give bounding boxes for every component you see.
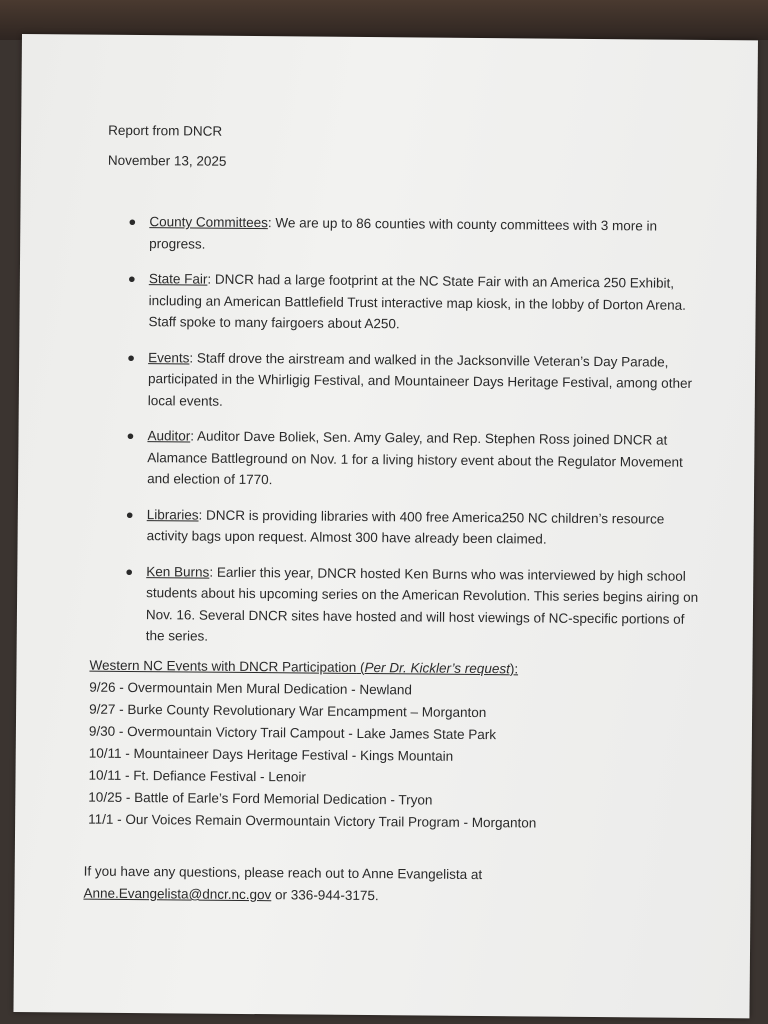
- item-heading: Events: [148, 349, 190, 365]
- list-item: [125, 561, 707, 652]
- item-heading: State Fair: [148, 271, 208, 287]
- item-text: : DNCR is providing libraries with 400 free America250 NC children’s resource activity bags upon request. Almost 300 have already been claimed.: [146, 507, 665, 547]
- item-text: : Auditor Dave Boliek, Sen. Amy Galey, and Rep. Stephen Ross joined DNCR at Alamance Battleground on Nov. 1 for a living history event about the Regulator Movement and election of 1770.: [147, 428, 683, 488]
- item-heading: County Committees: [149, 214, 268, 231]
- item-text: : Staff drove the airstream and walked in the Jacksonville Veteran’s Day Parade, participated in the Whirligig Festival, and Mountaineer Days Heritage Festival, among other local events.: [147, 349, 693, 409]
- events-heading-text: Western NC Events with DNCR Participation: [89, 657, 357, 675]
- list-item: [127, 268, 709, 337]
- contact-line: If you have any questions, please reach out to Anne Evangelista at: [83, 863, 483, 883]
- item-text: : Earlier this year, DNCR hosted Ken Burns who was interviewed by high school students about his upcoming series on the American Revolution. This series begins airing on Nov. 16. Several DNCR sites have hosted and will host viewings of NC-specific portions of the series.: [145, 564, 699, 644]
- bullet-icon: ●: [128, 213, 137, 230]
- event-entry: 9/26 - Overmountain Men Mural Dedication - Newland: [89, 679, 413, 698]
- contact-email-link[interactable]: Anne.Evangelista@dncr.nc.gov: [83, 885, 272, 903]
- event-entry: 9/30 - Overmountain Victory Trail Campout - Lake James State Park: [88, 723, 497, 743]
- report-date: November 13, 2025: [107, 152, 227, 169]
- list-item: [125, 504, 707, 552]
- event-entry: 10/25 - Battle of Earle’s Ford Memorial Dedication - Tryon: [88, 789, 433, 808]
- list-item: [126, 425, 708, 494]
- western-events-section: [88, 655, 650, 836]
- item-heading: Ken Burns: [146, 563, 210, 580]
- contact-section: [83, 861, 643, 910]
- list-item: [128, 211, 709, 259]
- list-item: [127, 347, 709, 416]
- bullet-icon: ●: [127, 270, 136, 287]
- report-items-list: [105, 211, 710, 666]
- events-heading-note: Per Dr. Kickler’s request: [364, 660, 510, 677]
- bullet-icon: ●: [125, 506, 134, 522]
- events-heading-paren-open: (: [356, 659, 365, 676]
- event-entry: 10/11 - Ft. Defiance Festival - Lenoir: [88, 767, 306, 785]
- item-heading: Auditor: [147, 428, 191, 444]
- contact-phone-text: or 336-944-3175.: [271, 887, 379, 904]
- events-heading-paren-close: ):: [509, 661, 519, 677]
- item-text: : We are up to 86 counties with county committees with 3 more in progress.: [149, 215, 658, 252]
- item-text: : DNCR had a large footprint at the NC State Fair with an America 250 Exhibit, including an American Battlefield Trust interactive map kiosk, in the lobby of Dorton Arena. Staff spoke to many fairgoers about A250.: [148, 271, 687, 332]
- item-heading: Libraries: [146, 506, 199, 523]
- bullet-icon: ●: [126, 427, 135, 443]
- bullet-icon: ●: [125, 563, 134, 579]
- event-entry: 10/11 - Mountaineer Days Heritage Festival - Kings Mountain: [88, 745, 454, 764]
- event-entry: 11/1 - Our Voices Remain Overmountain Victory Trail Program - Morganton: [88, 811, 537, 831]
- document-page: [13, 34, 758, 1018]
- contact-line-2: [83, 883, 643, 910]
- report-title: Report from DNCR: [108, 122, 223, 139]
- bullet-icon: ●: [127, 349, 136, 365]
- event-entry: 9/27 - Burke County Revolutionary War Encampment – Morganton: [89, 701, 487, 721]
